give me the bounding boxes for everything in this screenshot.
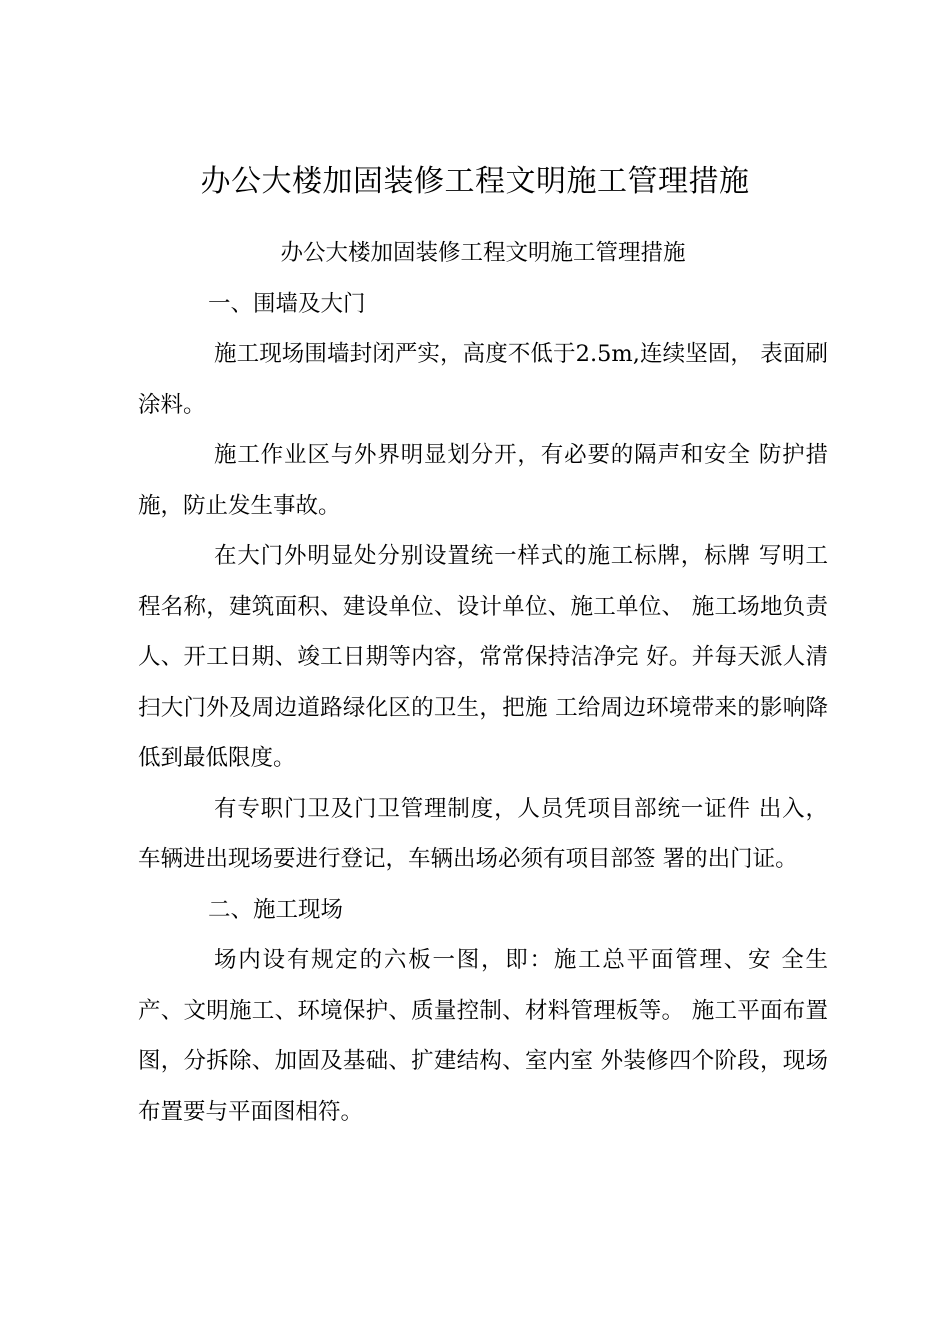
document-body xyxy=(138,228,828,1137)
paragraph: 在大门外明显处分别设置统一样式的施工标牌，标牌 写明工程名称，建筑面积、建设单位、设计单位、施工单位、 施工场地负责人、开工日期、竣工日期等内容，常常保持洁净完 好。并每天派人清扫大门外及周边道路绿化区的卫生，把施 工给周边环境带来的影响降低到最低限度。 xyxy=(138,543,828,771)
paragraph: 场内设有规定的六板一图，即：施工总平面管理、安 全生产、文明施工、环境保护、质量控制、材料管理板等。 施工平面布置图，分拆除、加固及基础、扩建结构、室内室 外装修四个阶段，现场布置要与平面图相符。 xyxy=(138,947,828,1125)
section-heading-walls-gates: 一、围墙及大门 xyxy=(208,290,366,317)
document-subtitle: 办公大楼加固装修工程文明施工管理措施 xyxy=(280,240,686,266)
paragraph: 施工作业区与外界明显划分开，有必要的隔声和安全 防护措施，防止发生事故。 xyxy=(138,442,828,519)
section-heading-construction-site: 二、施工现场 xyxy=(208,896,344,923)
document-title: 办公大楼加固装修工程文明施工管理措施 xyxy=(200,164,750,199)
paragraph: 施工现场围墙封闭严实，高度不低于2.5m,连续坚固， 表面刷涂料。 xyxy=(138,341,828,418)
paragraph: 有专职门卫及门卫管理制度，人员凭项目部统一证件 出入，车辆进出现场要进行登记，车辆出场必须有项目部签 署的出门证。 xyxy=(138,795,828,872)
